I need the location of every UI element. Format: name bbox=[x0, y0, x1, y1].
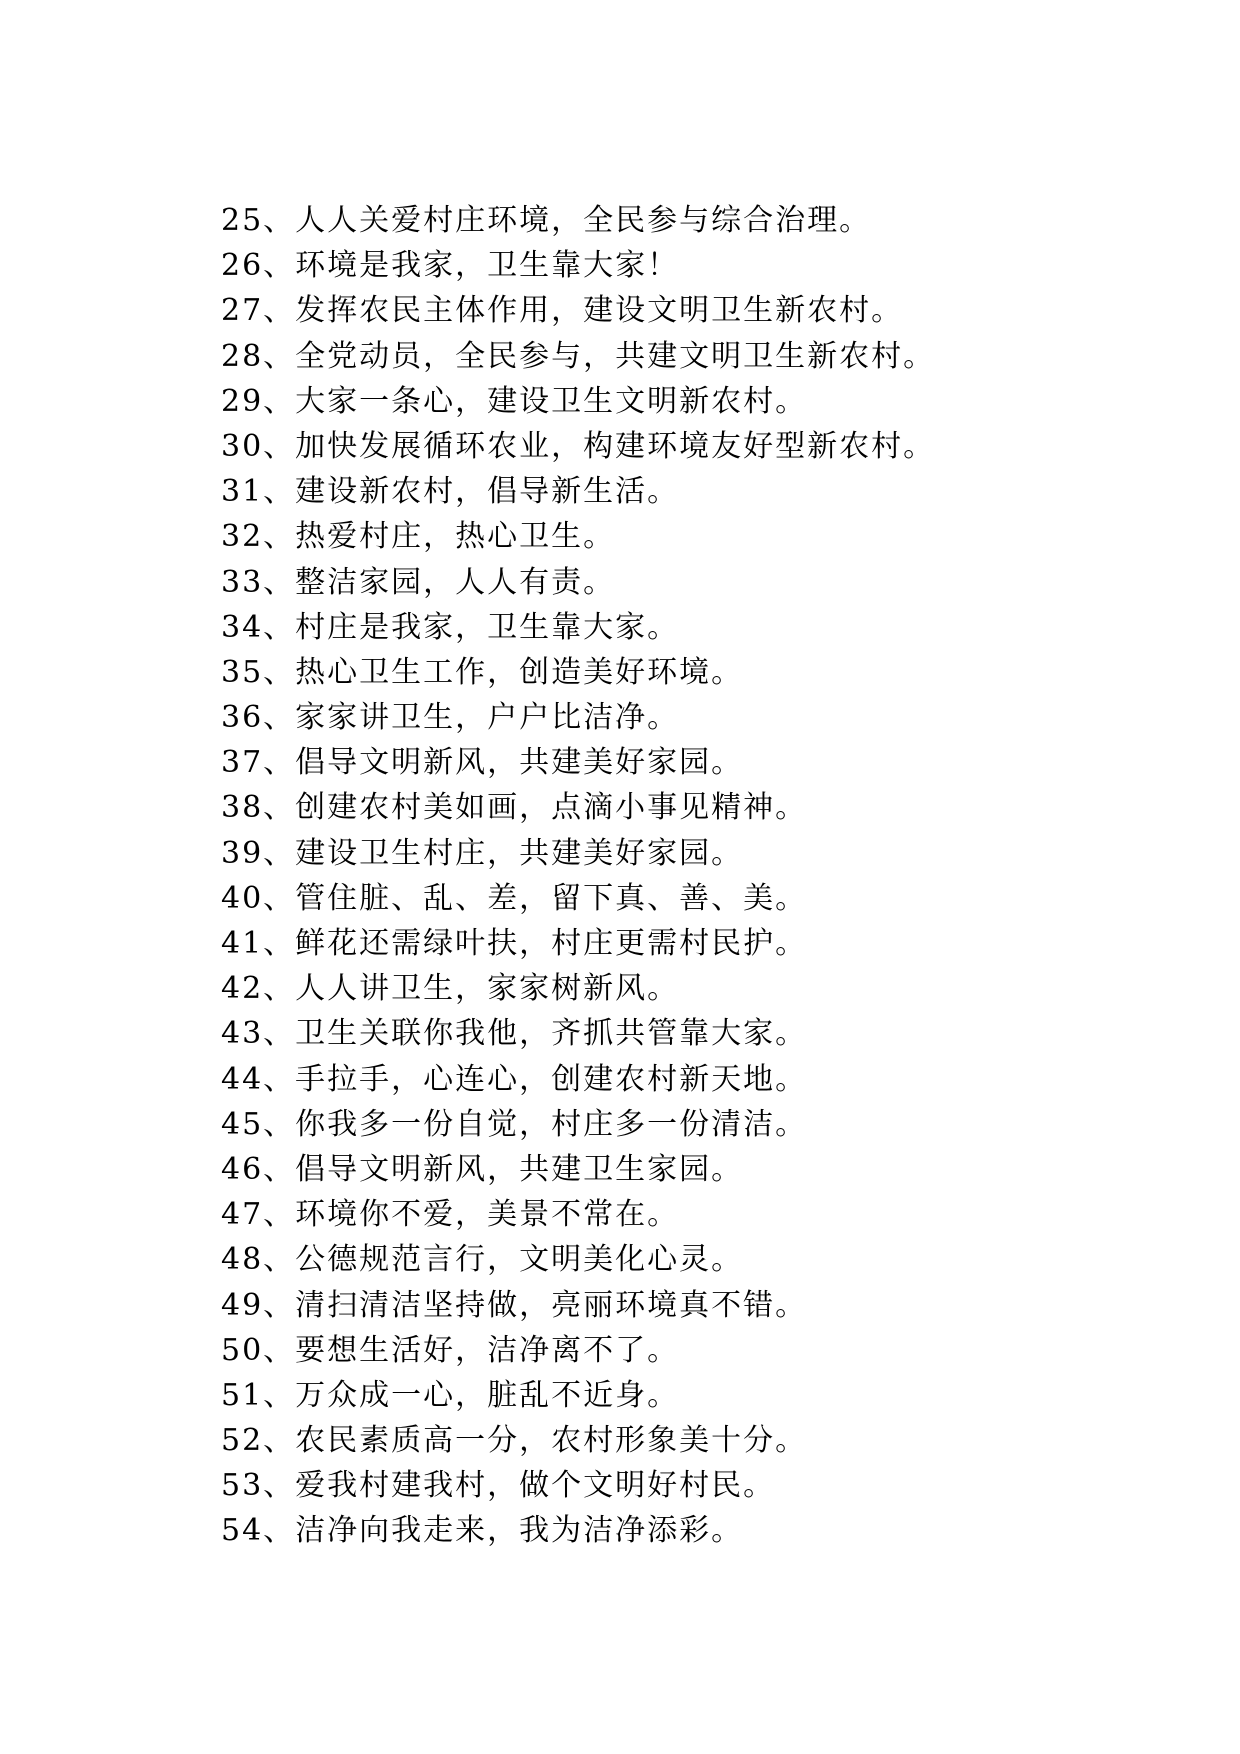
slogan-line: 25、人人关爱村庄环境，全民参与综合治理。 bbox=[221, 203, 872, 238]
slogan-line: 30、加快发展循环农业，构建环境友好型新农村。 bbox=[221, 428, 936, 464]
slogan-line: 46、倡导文明新风，共建卫生家园。 bbox=[221, 1151, 744, 1187]
slogan-line: 54、洁净向我走来，我为洁净添彩。 bbox=[221, 1513, 744, 1549]
slogan-line: 35、热心卫生工作，创造美好环境。 bbox=[221, 654, 744, 690]
slogan-line: 40、管住脏、乱、差，留下真、善、美。 bbox=[221, 880, 808, 916]
slogan-line: 48、公德规范言行，文明美化心灵。 bbox=[221, 1242, 744, 1278]
slogan-line: 31、建设新农村，倡导新生活。 bbox=[221, 474, 680, 510]
slogan-line: 26、环境是我家，卫生靠大家！ bbox=[221, 248, 680, 284]
slogan-line: 52、农民素质高一分，农村形象美十分。 bbox=[221, 1423, 808, 1459]
slogan-line: 53、爱我村建我村，做个文明好村民。 bbox=[221, 1468, 776, 1504]
slogan-line: 29、大家一条心，建设卫生文明新农村。 bbox=[221, 383, 808, 419]
slogan-list bbox=[221, 198, 935, 1554]
slogan-line: 45、你我多一份自觉，村庄多一份清洁。 bbox=[221, 1106, 808, 1142]
slogan-line: 51、万众成一心，脏乱不近身。 bbox=[221, 1377, 680, 1413]
slogan-line: 39、建设卫生村庄，共建美好家园。 bbox=[221, 835, 744, 871]
slogan-line: 27、发挥农民主体作用，建设文明卫生新农村。 bbox=[221, 293, 904, 329]
slogan-line: 34、村庄是我家，卫生靠大家。 bbox=[221, 609, 680, 645]
slogan-line: 47、环境你不爱，美景不常在。 bbox=[221, 1197, 680, 1233]
slogan-line: 28、全党动员，全民参与，共建文明卫生新农村。 bbox=[221, 338, 936, 374]
slogan-line: 50、要想生活好，洁净离不了。 bbox=[221, 1332, 680, 1368]
slogan-line: 36、家家讲卫生，户户比洁净。 bbox=[221, 700, 680, 736]
slogan-line: 49、清扫清洁坚持做，亮丽环境真不错。 bbox=[221, 1287, 808, 1323]
slogan-line: 38、创建农村美如画，点滴小事见精神。 bbox=[221, 790, 808, 826]
slogan-line: 37、倡导文明新风，共建美好家园。 bbox=[221, 745, 744, 781]
slogan-line: 44、手拉手，心连心，创建农村新天地。 bbox=[221, 1061, 808, 1097]
slogan-line: 32、热爱村庄，热心卫生。 bbox=[221, 519, 616, 555]
slogan-line: 41、鲜花还需绿叶扶，村庄更需村民护。 bbox=[221, 926, 808, 961]
slogan-line: 43、卫生关联你我他，齐抓共管靠大家。 bbox=[221, 1016, 808, 1052]
slogan-line: 33、整洁家园，人人有责。 bbox=[221, 564, 616, 600]
slogan-line: 42、人人讲卫生，家家树新风。 bbox=[221, 971, 680, 1007]
